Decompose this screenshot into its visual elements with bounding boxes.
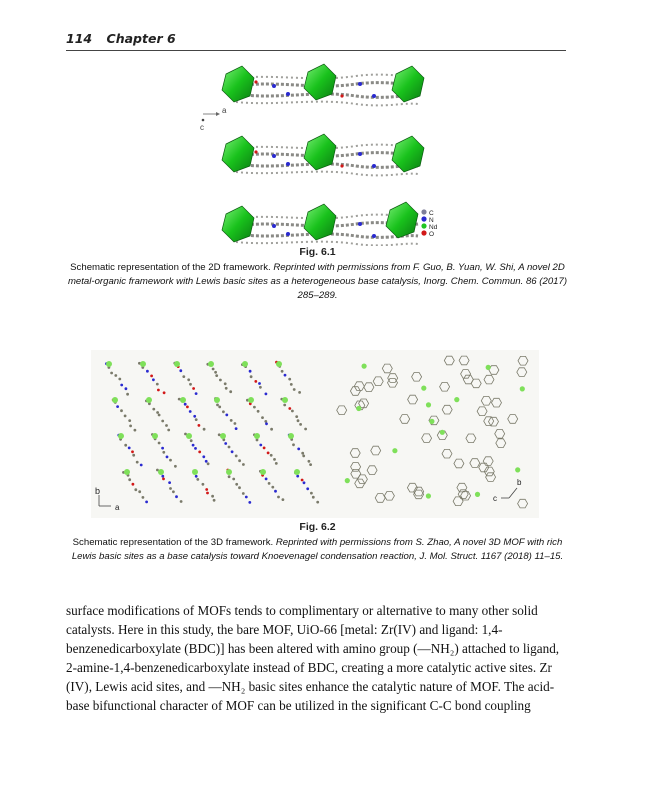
atom bbox=[196, 478, 199, 481]
atom bbox=[270, 454, 273, 457]
atom bbox=[124, 444, 127, 447]
atom bbox=[142, 496, 145, 499]
atom bbox=[150, 375, 153, 378]
atom bbox=[162, 451, 165, 454]
atom bbox=[265, 422, 268, 425]
metal-node bbox=[118, 433, 124, 439]
atom bbox=[256, 439, 259, 442]
framework-layer bbox=[222, 64, 424, 105]
axis-a-label: a bbox=[222, 106, 227, 115]
atom bbox=[302, 455, 305, 458]
atom bbox=[264, 420, 267, 423]
atom bbox=[166, 456, 169, 459]
atom bbox=[128, 478, 131, 481]
element-legend bbox=[421, 209, 437, 238]
right-axis-c-label: c bbox=[493, 494, 497, 503]
atom bbox=[273, 458, 276, 461]
atom bbox=[248, 501, 251, 504]
atom bbox=[161, 447, 164, 450]
metal-node bbox=[146, 397, 152, 403]
metal-node bbox=[208, 361, 214, 367]
chapter-title: Chapter 6 bbox=[106, 31, 176, 46]
metal-node bbox=[214, 397, 220, 403]
atom bbox=[203, 428, 206, 431]
atom bbox=[308, 460, 311, 463]
atom bbox=[214, 371, 217, 374]
atom bbox=[267, 452, 270, 455]
atom bbox=[268, 482, 271, 485]
caption-citation: Reprinted with permissions from F. Guo, B. Yuan, W. Shi, A novel 2D metal-organic framework with Lewis basic sites as a heterogeneous base catalysis, Inorg. Chem. Commun. 86 (2017) 285–289. bbox=[67, 262, 568, 301]
atom bbox=[213, 499, 216, 502]
atom bbox=[186, 406, 189, 409]
atom bbox=[128, 419, 131, 422]
atom bbox=[293, 388, 296, 391]
metal-node bbox=[112, 397, 118, 403]
atom bbox=[167, 429, 170, 432]
atom bbox=[179, 369, 182, 372]
metal-node bbox=[220, 433, 226, 439]
atom bbox=[298, 391, 301, 394]
atom bbox=[125, 387, 128, 390]
atom bbox=[161, 420, 164, 423]
atom bbox=[229, 390, 232, 393]
axis-c-label: c bbox=[200, 123, 204, 132]
atom bbox=[205, 460, 208, 463]
atom bbox=[169, 459, 172, 462]
metal-node bbox=[174, 361, 180, 367]
atom bbox=[120, 409, 123, 412]
metal-node bbox=[186, 433, 192, 439]
atom bbox=[192, 444, 195, 447]
atom bbox=[271, 486, 274, 489]
atom bbox=[168, 481, 171, 484]
atom bbox=[225, 387, 228, 390]
atom bbox=[134, 488, 137, 491]
atom bbox=[174, 465, 177, 468]
metal-node bbox=[260, 469, 266, 475]
atom bbox=[146, 370, 149, 373]
atom bbox=[131, 450, 134, 453]
atom bbox=[163, 391, 166, 394]
legend-swatch-O bbox=[421, 230, 426, 235]
atom bbox=[126, 393, 129, 396]
atom bbox=[301, 479, 304, 482]
metal-node bbox=[421, 386, 426, 391]
atom bbox=[128, 447, 131, 450]
atom bbox=[295, 415, 298, 418]
atom bbox=[205, 488, 208, 491]
atom bbox=[258, 382, 261, 385]
metal-node bbox=[248, 397, 254, 403]
metal-node bbox=[288, 433, 294, 439]
metal-node bbox=[362, 364, 367, 369]
caption-text: Schematic representation of the 2D framework. bbox=[70, 262, 274, 273]
metal-node bbox=[440, 430, 445, 435]
atom bbox=[277, 496, 280, 499]
atom bbox=[235, 427, 238, 430]
right-axis-b-label: b bbox=[517, 478, 522, 487]
atom bbox=[169, 487, 172, 490]
metal-node bbox=[520, 386, 525, 391]
atom bbox=[303, 481, 306, 484]
left-axis-b-label: b bbox=[95, 486, 101, 496]
atom bbox=[194, 447, 197, 450]
legend-label-Nd: Nd bbox=[429, 224, 438, 231]
atom bbox=[158, 414, 161, 417]
atom bbox=[281, 370, 284, 373]
body-paragraph bbox=[66, 601, 569, 715]
atom bbox=[116, 405, 119, 408]
atom bbox=[198, 424, 201, 427]
caption-text: Schematic representation of the 3D framework. bbox=[72, 537, 276, 548]
atom bbox=[259, 444, 262, 447]
atom bbox=[138, 490, 141, 493]
atom bbox=[306, 487, 309, 490]
metal-node bbox=[486, 365, 491, 370]
metal-node bbox=[226, 469, 232, 475]
atom bbox=[224, 382, 227, 385]
metal-node bbox=[158, 469, 164, 475]
atom bbox=[297, 419, 300, 422]
axis-indicator bbox=[200, 106, 227, 132]
atom bbox=[165, 424, 168, 427]
atom bbox=[292, 443, 295, 446]
atom bbox=[238, 459, 241, 462]
atom bbox=[132, 454, 135, 457]
atom bbox=[299, 423, 302, 426]
metal-node bbox=[392, 448, 397, 453]
atom bbox=[136, 461, 139, 464]
atom bbox=[222, 410, 225, 413]
atom bbox=[263, 447, 266, 450]
atom bbox=[175, 495, 178, 498]
atom bbox=[284, 374, 287, 377]
metal-node bbox=[242, 361, 248, 367]
atom bbox=[235, 455, 238, 458]
metal-node bbox=[294, 469, 300, 475]
atom bbox=[211, 495, 214, 498]
metal-node bbox=[282, 397, 288, 403]
atom bbox=[297, 448, 300, 451]
metal-node bbox=[454, 397, 459, 402]
metal-node bbox=[345, 478, 350, 483]
atom bbox=[216, 404, 219, 407]
atom bbox=[215, 374, 218, 377]
legend-label-O: O bbox=[429, 231, 435, 238]
atom bbox=[156, 411, 159, 414]
atom bbox=[242, 463, 245, 466]
metal-node bbox=[475, 492, 480, 497]
figure-6-2-image bbox=[91, 350, 539, 518]
atom bbox=[184, 403, 187, 406]
atom bbox=[195, 392, 198, 395]
atom bbox=[235, 483, 238, 486]
body-text: surface modifications of MOFs tends to complimentary or alternative to many other solid catalysts. Here in this study, the bare MOF, UiO-66 [metal: Zr(IV) and ligand: 1,4-benzenedicarboxylate (BDC)] has been altered with amino group (—NH₂) attached to ligand, 2-amine-1,4-benzenedicarboxylate instead of BDC, creating a more catalytic active sites. Zr (IV), Lewis acid sites, and —NH₂ basic sites enhance the catalytic nature of MOF. The acid-base bifunctional character of MOF can be utilized in the significant C-C bond coupling bbox=[66, 603, 560, 713]
figure-6-1-title: Fig. 6.1 bbox=[299, 246, 336, 258]
atom bbox=[161, 475, 164, 478]
atom bbox=[250, 375, 253, 378]
metal-node bbox=[429, 419, 434, 424]
atom bbox=[187, 378, 190, 381]
atom bbox=[253, 406, 256, 409]
atom bbox=[162, 478, 165, 481]
atom bbox=[189, 383, 192, 386]
atom bbox=[192, 387, 195, 390]
atom bbox=[219, 379, 222, 382]
atom bbox=[110, 372, 113, 375]
atom bbox=[275, 462, 278, 465]
atom bbox=[182, 375, 185, 378]
metal-node bbox=[106, 361, 112, 367]
atom bbox=[190, 439, 193, 442]
atom bbox=[257, 410, 260, 413]
metal-node bbox=[180, 397, 186, 403]
atom bbox=[290, 383, 293, 386]
atom bbox=[134, 429, 137, 432]
atom bbox=[288, 407, 291, 410]
atom bbox=[291, 410, 294, 413]
page-number: 114 bbox=[66, 31, 93, 46]
figure-6-1-image bbox=[196, 56, 442, 246]
legend-label-C: C bbox=[429, 210, 434, 217]
atom bbox=[114, 374, 117, 377]
atom bbox=[249, 370, 252, 373]
metal-node bbox=[276, 361, 282, 367]
atom bbox=[152, 408, 155, 411]
atom bbox=[158, 442, 161, 445]
atom bbox=[261, 416, 264, 419]
atom bbox=[301, 452, 304, 455]
atom bbox=[140, 464, 143, 467]
legend-swatch-N bbox=[421, 216, 426, 221]
atom bbox=[189, 410, 192, 413]
atom bbox=[312, 496, 315, 499]
atom bbox=[120, 384, 123, 387]
metal-node bbox=[140, 361, 146, 367]
atom bbox=[202, 483, 205, 486]
atom bbox=[265, 478, 268, 481]
atom bbox=[228, 446, 231, 449]
atom bbox=[231, 450, 234, 453]
atom bbox=[132, 483, 135, 486]
atom bbox=[259, 386, 262, 389]
atom bbox=[157, 389, 160, 392]
atom bbox=[310, 492, 313, 495]
caption-citation: Reprinted with permissions from S. Zhao, A novel 3D MOF with rich Lewis basic sites as a base catalysis toward Knoevenagel condensation reaction, J. Mol. Struct. 1167 (2018) 11–15. bbox=[71, 537, 564, 562]
atom bbox=[228, 475, 231, 478]
metal-node bbox=[515, 467, 520, 472]
atom bbox=[254, 380, 257, 383]
atom bbox=[288, 378, 291, 381]
legend-label-N: N bbox=[429, 217, 434, 224]
atom bbox=[242, 492, 245, 495]
atom bbox=[283, 404, 286, 407]
metal-node bbox=[152, 433, 158, 439]
metal-node bbox=[426, 493, 431, 498]
atom bbox=[224, 442, 227, 445]
atom bbox=[202, 455, 205, 458]
atom bbox=[206, 492, 209, 495]
atom bbox=[198, 451, 201, 454]
atom bbox=[265, 393, 268, 396]
atom bbox=[234, 422, 237, 425]
framework-layer bbox=[222, 134, 424, 175]
left-axis-a-label: a bbox=[115, 503, 120, 512]
atom bbox=[274, 490, 277, 493]
metal-node bbox=[124, 469, 130, 475]
atom bbox=[245, 496, 248, 499]
atom bbox=[282, 498, 285, 501]
atom bbox=[145, 501, 148, 504]
atom bbox=[193, 415, 196, 418]
metal-node bbox=[254, 433, 260, 439]
atom bbox=[212, 368, 215, 371]
atom bbox=[172, 490, 175, 493]
running-header bbox=[66, 30, 566, 48]
metal-node bbox=[356, 406, 361, 411]
atom bbox=[225, 414, 228, 417]
atom bbox=[238, 486, 241, 489]
atom bbox=[129, 425, 132, 428]
atom bbox=[316, 501, 319, 504]
legend-swatch-Nd bbox=[421, 223, 426, 228]
atom bbox=[180, 500, 183, 503]
atom bbox=[304, 428, 307, 431]
atom bbox=[230, 419, 233, 422]
atom bbox=[218, 406, 221, 409]
atom bbox=[152, 378, 155, 381]
atom bbox=[124, 415, 127, 418]
atom bbox=[195, 475, 198, 478]
figure-6-2-title: Fig. 6.2 bbox=[299, 521, 336, 533]
legend-swatch-C bbox=[421, 209, 426, 214]
atom bbox=[296, 475, 299, 478]
metal-node bbox=[426, 402, 431, 407]
metal-node bbox=[192, 469, 198, 475]
atom bbox=[156, 383, 159, 386]
atom bbox=[270, 428, 273, 431]
framework-layer bbox=[222, 202, 418, 245]
atom bbox=[232, 478, 235, 481]
atom bbox=[118, 378, 121, 381]
header-rule bbox=[66, 50, 566, 51]
figure-6-2-caption bbox=[66, 536, 569, 564]
atom bbox=[309, 463, 312, 466]
atom bbox=[195, 418, 198, 421]
figure-6-1-caption bbox=[66, 261, 569, 303]
atom bbox=[207, 462, 210, 465]
